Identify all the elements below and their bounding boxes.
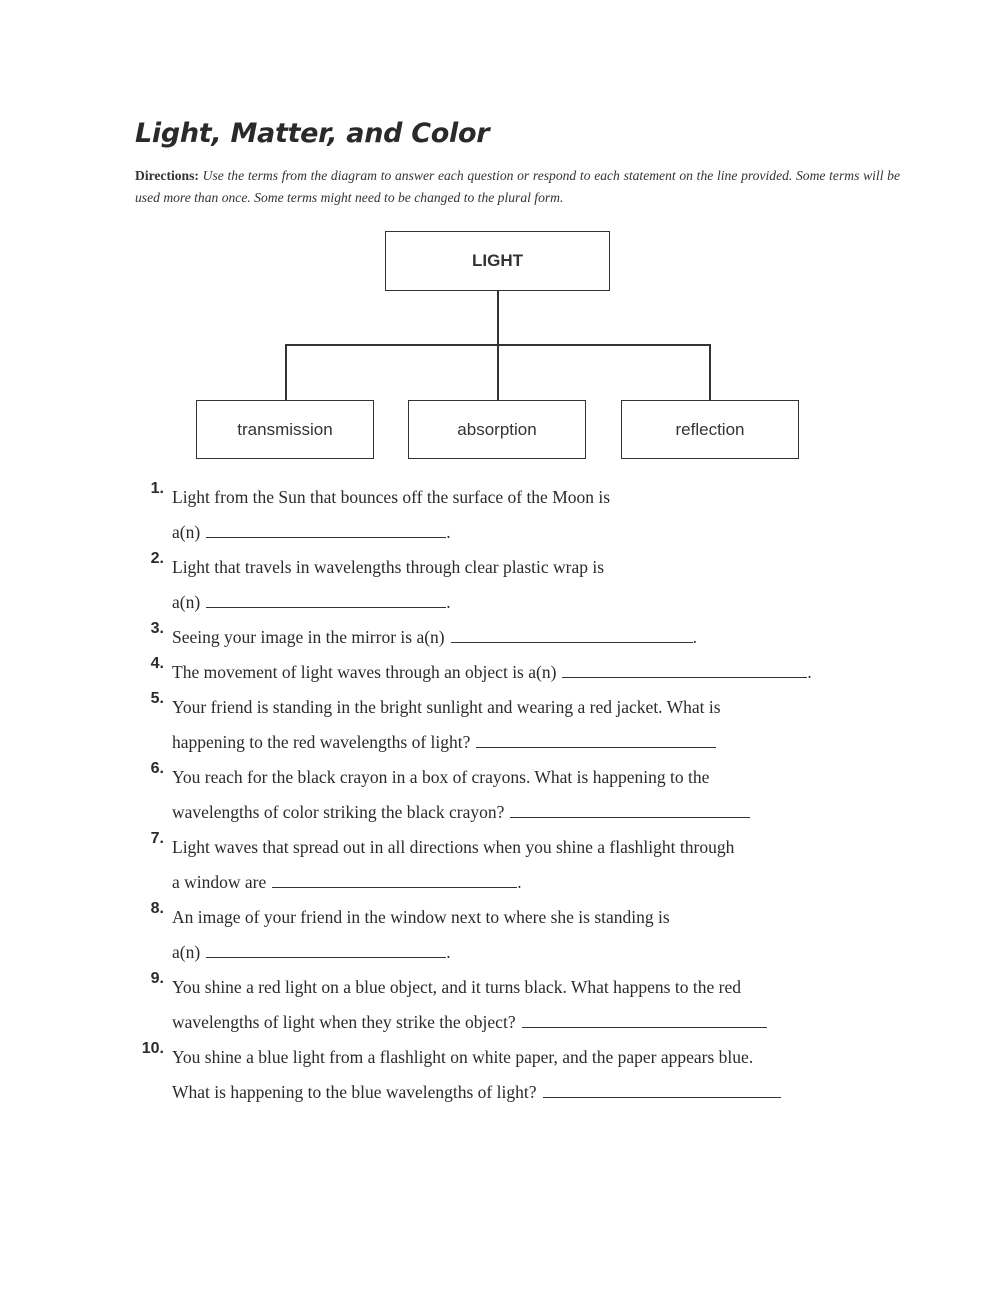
question-end: . — [807, 662, 812, 682]
question-end: . — [446, 592, 451, 612]
question-6 — [140, 760, 910, 830]
diagram-connector — [497, 291, 499, 345]
diagram-connector — [497, 344, 499, 400]
answer-blank[interactable] — [451, 641, 693, 643]
diagram-box-absorption: absorption — [408, 400, 586, 459]
diagram-box-reflection: reflection — [621, 400, 799, 459]
question-9 — [140, 970, 910, 1040]
page-title: Light, Matter, and Color — [135, 118, 490, 149]
question-text: You shine a red light on a blue object, and it turns black. What happens to the red — [172, 977, 741, 997]
question-end: . — [446, 942, 451, 962]
diagram-root-box: LIGHT — [385, 231, 610, 291]
question-5 — [140, 690, 910, 760]
question-text: Your friend is standing in the bright sunlight and wearing a red jacket. What is — [172, 697, 721, 717]
question-number: 2. — [150, 550, 164, 567]
answer-blank[interactable] — [206, 606, 446, 608]
question-text: a(n) — [172, 522, 201, 542]
question-number: 7. — [150, 830, 164, 847]
question-text: Light from the Sun that bounces off the surface of the Moon is — [172, 487, 611, 507]
directions-text: Use the terms from the diagram to answer each question or respond to each statement on the line provided. Some terms will be used more than once. Some terms might need to be changed to the plural form. — [135, 168, 901, 205]
directions — [135, 165, 900, 209]
question-1 — [140, 480, 910, 550]
question-number: 1. — [150, 480, 164, 497]
question-text: wavelengths of color striking the black crayon? — [172, 802, 505, 822]
question-text: What is happening to the blue wavelengths of light? — [172, 1082, 537, 1102]
question-number: 9. — [150, 970, 164, 987]
question-text: a window are — [172, 872, 267, 892]
answer-blank[interactable] — [562, 676, 807, 678]
question-list — [140, 480, 910, 1110]
question-number: 6. — [150, 760, 164, 777]
answer-blank[interactable] — [272, 886, 517, 888]
diagram-connector — [709, 344, 711, 400]
directions-label: Directions: — [135, 168, 199, 183]
question-text: wavelengths of light when they strike the object? — [172, 1012, 516, 1032]
answer-blank[interactable] — [206, 956, 446, 958]
answer-blank[interactable] — [206, 536, 446, 538]
question-2 — [140, 550, 910, 620]
question-10 — [140, 1040, 910, 1110]
question-number: 10. — [141, 1040, 164, 1057]
question-4 — [140, 655, 910, 690]
question-number: 4. — [150, 655, 164, 672]
question-text: The movement of light waves through an object is a(n) — [172, 662, 557, 682]
question-text: happening to the red wavelengths of light? — [172, 732, 471, 752]
question-3 — [140, 620, 910, 655]
answer-blank[interactable] — [510, 816, 750, 818]
question-7 — [140, 830, 910, 900]
question-text: Light that travels in wavelengths through clear plastic wrap is — [172, 557, 605, 577]
answer-blank[interactable] — [476, 746, 716, 748]
diagram-box-transmission: transmission — [196, 400, 374, 459]
diagram-connector — [285, 344, 287, 400]
question-end: . — [446, 522, 451, 542]
question-text: An image of your friend in the window next to where she is standing is — [172, 907, 670, 927]
question-number: 3. — [150, 620, 164, 637]
question-number: 8. — [150, 900, 164, 917]
question-text: a(n) — [172, 592, 201, 612]
answer-blank[interactable] — [543, 1096, 781, 1098]
question-end: . — [692, 627, 698, 647]
question-number: 5. — [150, 690, 164, 707]
answer-blank[interactable] — [522, 1026, 767, 1028]
question-text: You reach for the black crayon in a box of crayons. What is happening to the — [172, 767, 710, 787]
question-text: Seeing your image in the mirror is a(n) — [172, 627, 445, 647]
question-text: a(n) — [172, 942, 201, 962]
question-end: . — [517, 872, 522, 892]
question-text: Light waves that spread out in all directions when you shine a flashlight through — [172, 837, 735, 857]
question-8 — [140, 900, 910, 970]
question-text: You shine a blue light from a flashlight on white paper, and the paper appears blue. — [172, 1047, 754, 1067]
